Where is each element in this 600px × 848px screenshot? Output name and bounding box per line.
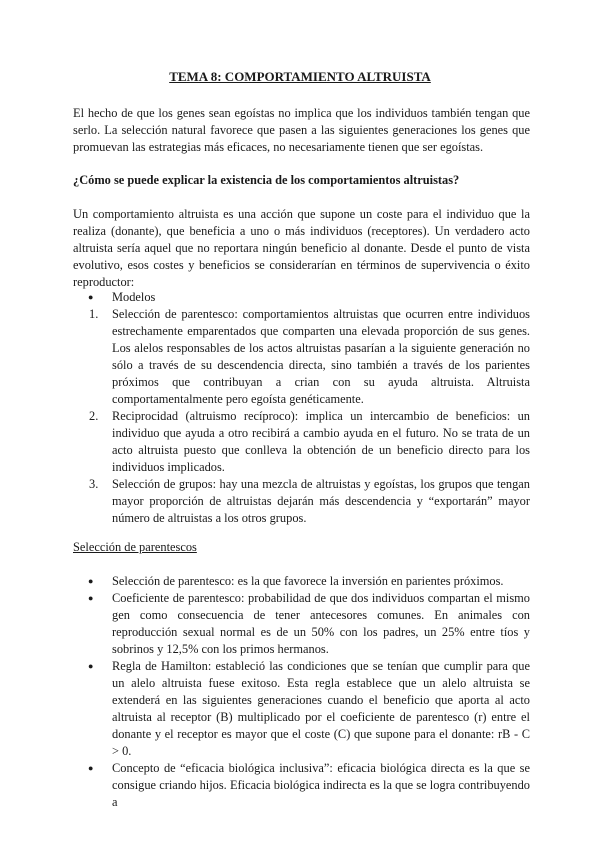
model-text: Reciprocidad (altruismo recíproco): implica un intercambio de beneficios: un individuo que ayuda a otro recibirá a cambio ayuda en el futuro. No se trata de un acto altruista puesto que conlleva la obtención de un beneficio directo para los individuos implicados. — [112, 409, 530, 474]
list-item — [73, 573, 530, 590]
list-item-text: Coeficiente de parentesco: probabilidad de que dos individuos compartan el mismo gen como consecuencia de tener antecesores comunes. En animales con reproducción sexual normal es de un 50% con los padres, un 25% entre tíos y sobrinos y 12,5% con los primos hermanos. — [112, 591, 530, 656]
list-item-text: Selección de parentesco: es la que favorece la inversión en parientes próximos. — [112, 574, 504, 588]
list-item — [73, 590, 530, 658]
model-number: 3. — [89, 477, 99, 491]
models-list — [73, 289, 530, 527]
model-text: Selección de parentesco: comportamientos altruistas que ocurren entre individuos estrechamente emparentados que comparten una elevada proporción de sus genes. Los alelos responsables de los actos altruistas pasarían a la siguiente generación no sólo a través de su descendencia directa, sino también a través de los parientes próximos que contribuyan a crian con su ayuda altruista. Altruista comportamentalmente pero egoísta genéticamente. — [112, 307, 530, 406]
section-heading: Selección de parentescos — [73, 540, 197, 554]
model-item — [73, 476, 530, 527]
explanation-paragraph: Un comportamiento altruista es una acción que supone un coste para el individuo que la realiza (donante), que beneficia a uno o más individuos (receptores). Un verdadero acto altruista sería aquel que no reportara ningún beneficio al donante. Desde el punto de vista evolutivo, esos costes y beneficios se considerarían en términos de supervivencia o éxito reproductor: — [73, 207, 530, 289]
model-text: Selección de grupos: hay una mezcla de altruistas y egoístas, los grupos que tengan mayor proporción de altruistas dejarán más descendencia y “exportarán” mayor número de altruistas a los otros grupos. — [112, 477, 530, 525]
list-item — [73, 658, 530, 760]
bullet-icon: ● — [88, 593, 94, 603]
model-item — [73, 306, 530, 408]
bullet-icon: ● — [88, 576, 94, 586]
model-item — [73, 408, 530, 476]
intro-paragraph: El hecho de que los genes sean egoístas no implica que los individuos también tengan que serlo. La selección natural favorece que pasen a las siguientes generaciones los genes que promuevan las estrategias más eficaces, no necesariamente tienen que ser egoístas. — [73, 106, 530, 154]
bullet-icon: ● — [88, 661, 94, 671]
list-item-text: Regla de Hamilton: estableció las condiciones que se tenían que cumplir para que un alelo altruista fuese exitoso. Esta regla establece que un alelo altruista se extenderá en las siguientes generaciones cuando el beneficio que aporta al acto altruista al receptor (B) multiplicado por el coeficiente de parentesco (r) entre el donante y el receptor es mayor que el coste (C) que supone para el donante: rB - C > 0. — [112, 659, 530, 758]
model-number: 1. — [89, 307, 99, 321]
bullet-icon: ● — [88, 763, 94, 773]
question-heading: ¿Cómo se puede explicar la existencia de los comportamientos altruistas? — [73, 173, 460, 187]
list-item-text: Concepto de “eficacia biológica inclusiva”: eficacia biológica directa es la que se consigue criando hijos. Eficacia biológica indirecta es la que se logra contribuyendo a — [112, 761, 530, 809]
models-label: Modelos — [112, 290, 156, 304]
list-item — [73, 760, 530, 811]
model-number: 2. — [89, 409, 99, 423]
page-title: TEMA 8: COMPORTAMIENTO ALTRUISTA — [169, 69, 431, 84]
bullet-icon: ● — [88, 292, 94, 302]
models-label-item — [73, 289, 530, 306]
parentesco-list — [73, 573, 530, 811]
